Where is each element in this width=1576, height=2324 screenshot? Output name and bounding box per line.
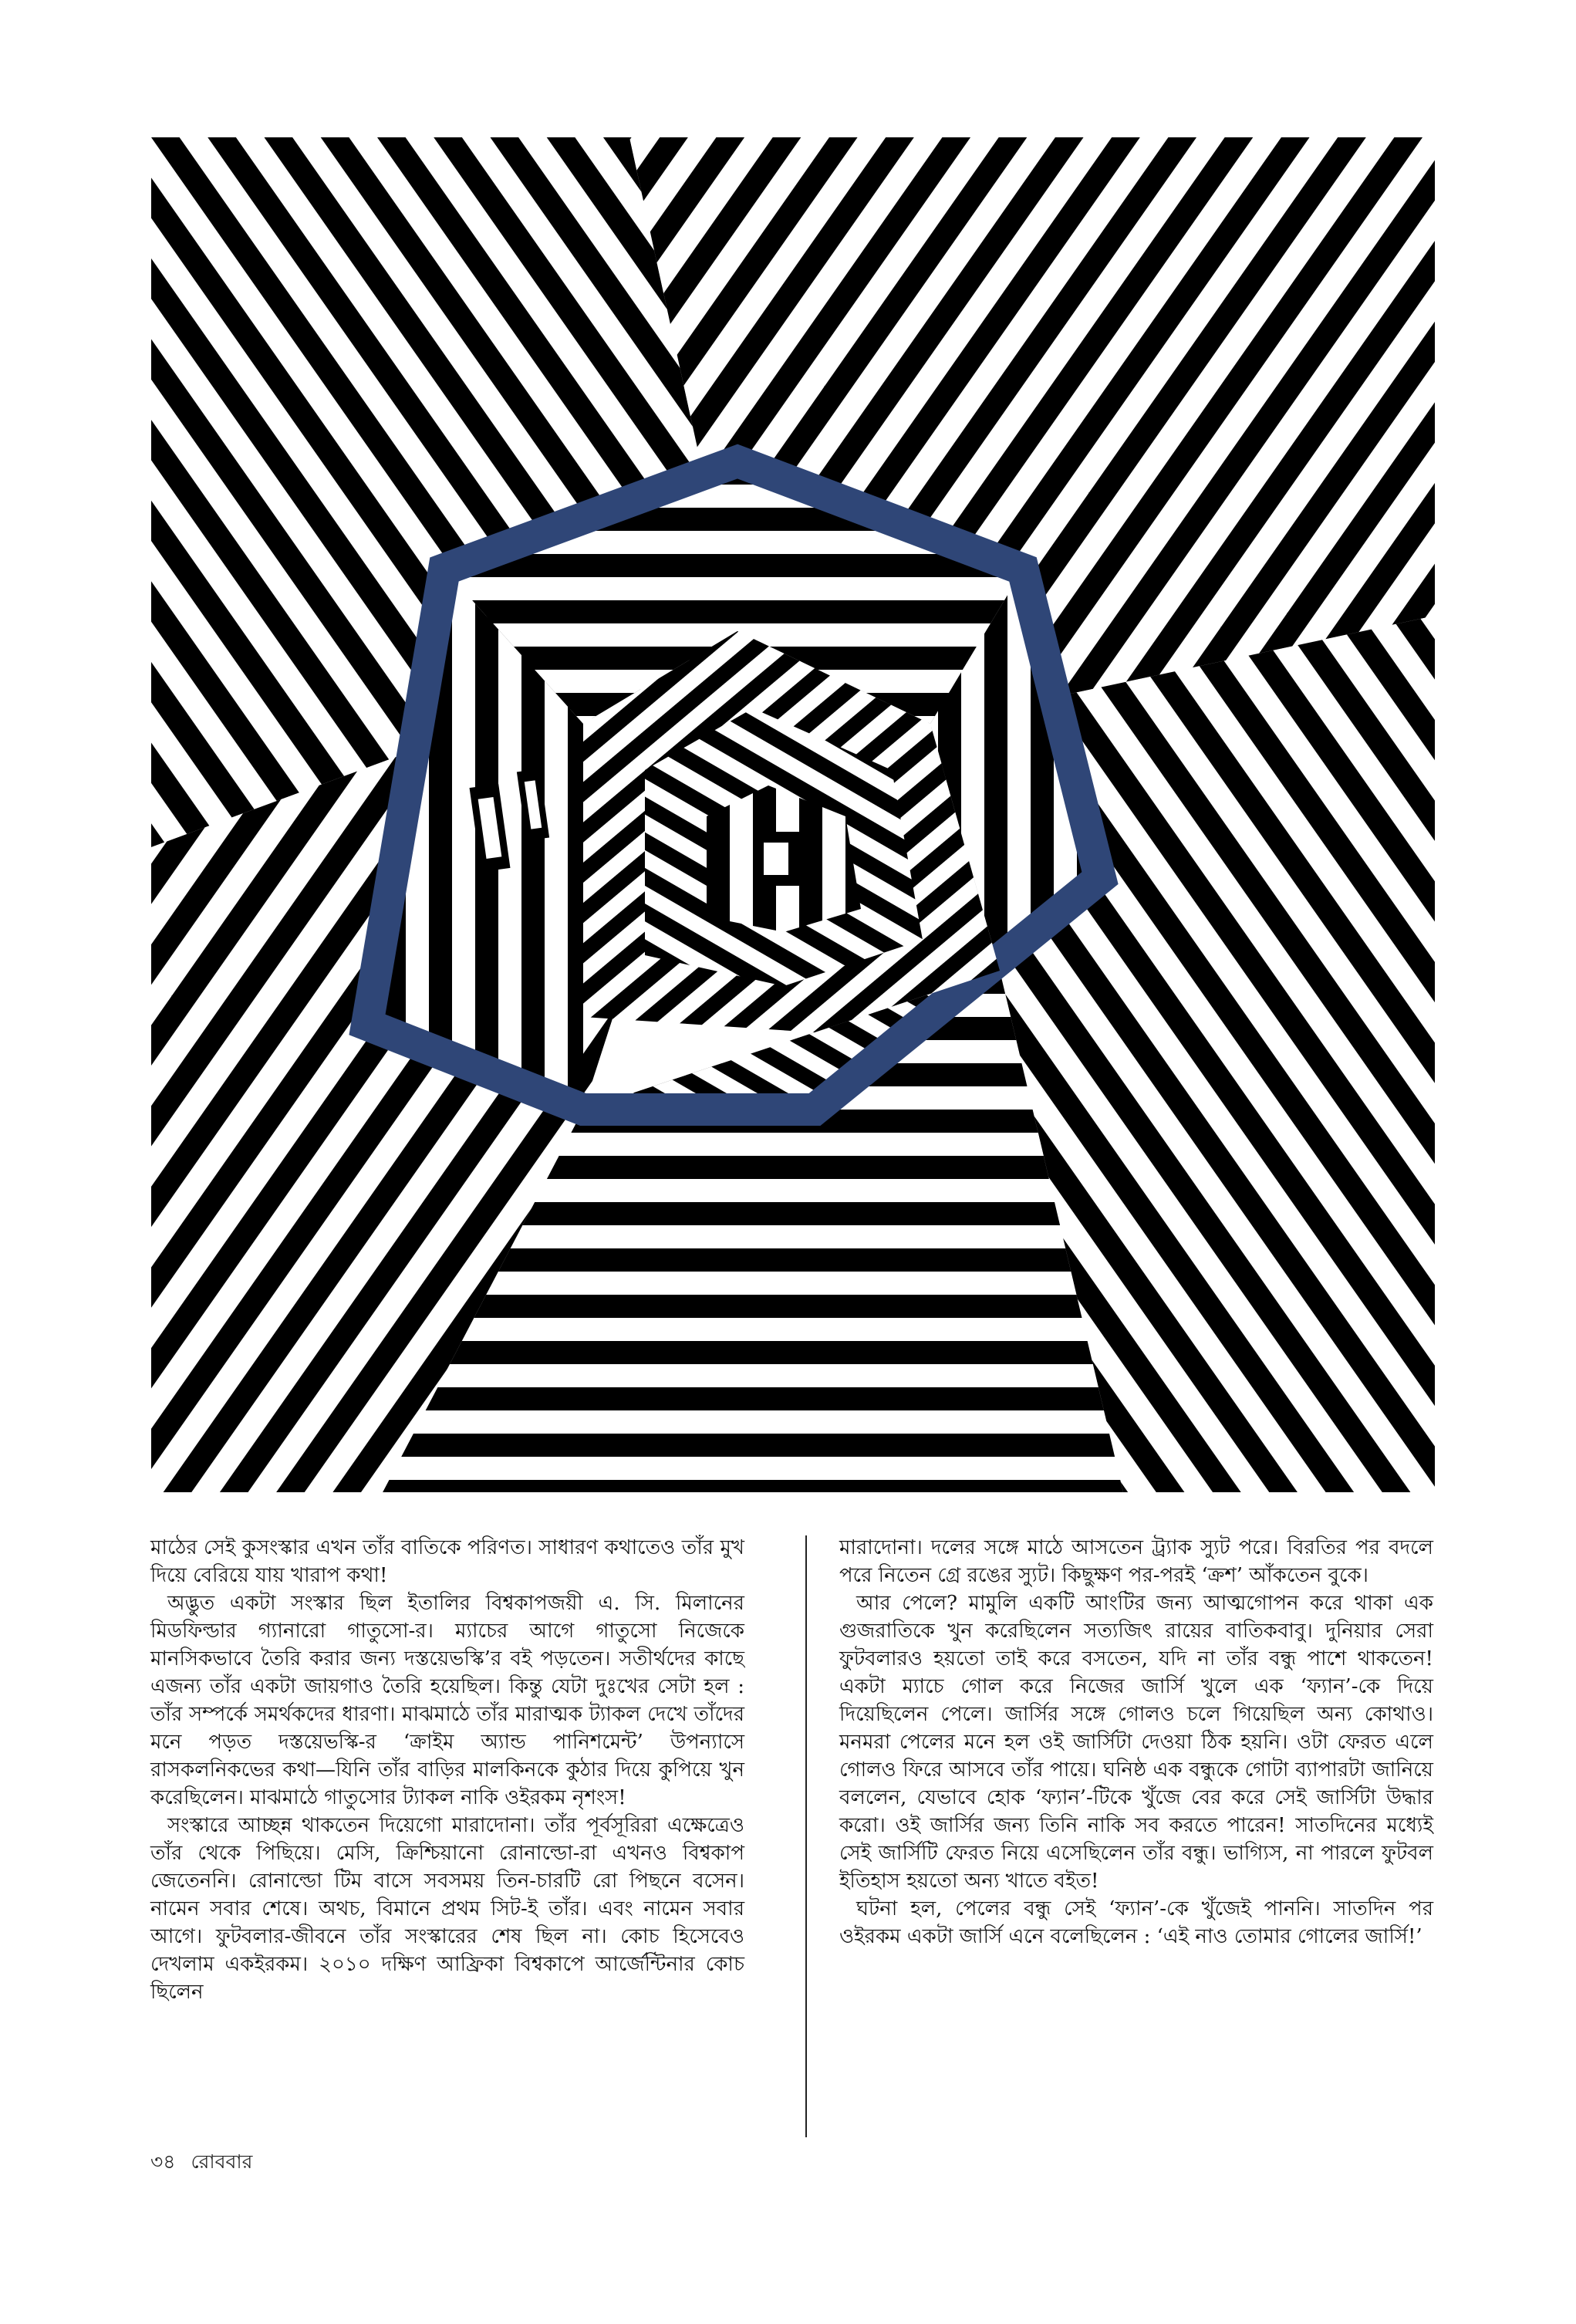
paragraph: মাঠের সেই কুসংস্কার এখন তাঁর বাতিকে পরিণত। সাধারণ কথাতেও তাঁর মুখ দিয়ে বেরিয়ে যায় খারাপ কথা! [150, 1536, 744, 1587]
column-divider [805, 1535, 807, 2137]
paragraph: আর পেলে? মামুলি একটি আংটির জন্য আত্মগোপন করে থাকা এক গুজরাতিকে খুন করেছিলেন সত্যজিৎ রায়ের বাতিকবাবু। দুনিয়ার সেরা ফুটবলারও হয়তো তাই করে বসতেন, যদি না তাঁর বন্ধু পাশে থাকতেন! একটা ম্যাচে গোল করে নিজের জার্সি খুলে এক ‘ফ্যান’-কে দিয়ে দিয়েছিলেন পেলে। জার্সির সঙ্গে গোলও চলে গিয়েছিল অন্য কোথাও। মনমরা পেলের মনে হল ওই জার্সিটা দেওয়া ঠিক হয়নি। ওটা ফেরত এলে গোলও ফিরে আসবে তাঁর পায়ে। ঘনিষ্ঠ এক বন্ধুকে গোটা ব্যাপারটা জানিয়ে বললেন, যেভাবে হোক ‘ফ্যান’-টিকে খুঁজে বের করে সেই জার্সিটা উদ্ধার করো। ওই জার্সির জন্য তিনি নাকি সব করতে পারেন! সাতদিনের মধ্যেই সেই জার্সিটি ফেরত নিয়ে এসেছিলেন তাঁর বন্ধু। ভাগ্যিস, না পারলে ফুটবল ইতিহাস হয়তো অন্য খাতে বইত! [839, 1592, 1433, 1893]
striped-tunnel-graphic [151, 137, 1435, 1492]
paragraph: সংস্কারে আচ্ছন্ন থাকতেন দিয়েগো মারাদোনা। তাঁর পূর্বসূরিরা এক্ষেত্রেও তাঁর থেকে পিছিয়ে। মেসি, ক্রিশ্চিয়ানো রোনাল্ডো-রা এখনও বিশ্বকাপ জেতেননি। রোনাল্ডো টিম বাসে সবসময় তিন-চারটি রো পিছনে বসেন। নামেন সবার শেষে। অথচ, বিমানে প্রথম সিট-ই তাঁর। এবং নামেন সবার আগে। ফুটবলার-জীবনে তাঁর সংস্কারের শেষ ছিল না। কোচ হিসেবেও দেখলাম একইরকম। ২০১০ দক্ষিণ আফ্রিকা বিশ্বকাপে আর্জেন্টিনার কোচ ছিলেন [150, 1814, 744, 2004]
paragraph: মারাদোনা। দলের সঙ্গে মাঠে আসতেন ট্র্যাক স্যুট পরে। বিরতির পর বদলে পরে নিতেন গ্রে রঙের স্যুট। কিছুক্ষণ পর-পরই ‘ক্রশ’ আঁকতেন বুকে। [839, 1536, 1433, 1587]
paragraph: ঘটনা হল, পেলের বন্ধু সেই ‘ফ্যান’-কে খুঁজেই পাননি। সাতদিন পর ওইরকম একটা জার্সি এনে বলেছিলেন : ‘এই নাও তোমার গোলের জার্সি!’ [839, 1897, 1433, 1948]
page-footer [150, 2147, 262, 2180]
article-column-right [839, 1534, 1433, 1951]
op-art-illustration [151, 137, 1435, 1492]
paragraph: অদ্ভুত একটা সংস্কার ছিল ইতালির বিশ্বকাপজয়ী এ. সি. মিলানের মিডফিল্ডার গ্যানারো গাতুসো-র। ম্যাচের আগে গাতুসো নিজেকে মানসিকভাবে তৈরি করার জন্য দস্তয়েভস্কি’র বই পড়তেন। সতীর্থদের কাছে এজন্য তাঁর একটা জায়গাও তৈরি হয়েছিল। কিন্তু যেটা দুঃখের সেটা হল : তাঁর সম্পর্কে সমর্থকদের ধারণা। মাঝমাঠে তাঁর মারাত্মক ট্যাকল দেখে তাঁদের মনে পড়ত দস্তয়েভস্কি-র ‘ক্রাইম অ্যান্ড পানিশমেন্ট’ উপন্যাসে রাসকলনিকভের কথা—যিনি তাঁর বাড়ির মালকিনকে কুঠার দিয়ে কুপিয়ে খুন করেছিলেন। মাঝমাঠে গাতুসোর ট্যাকল নাকি ওইরকম নৃশংস! [150, 1592, 744, 1809]
page-number: ৩৪ [150, 2150, 176, 2173]
magazine-name: রোববার [191, 2150, 253, 2173]
article-column-left [150, 1534, 744, 2006]
